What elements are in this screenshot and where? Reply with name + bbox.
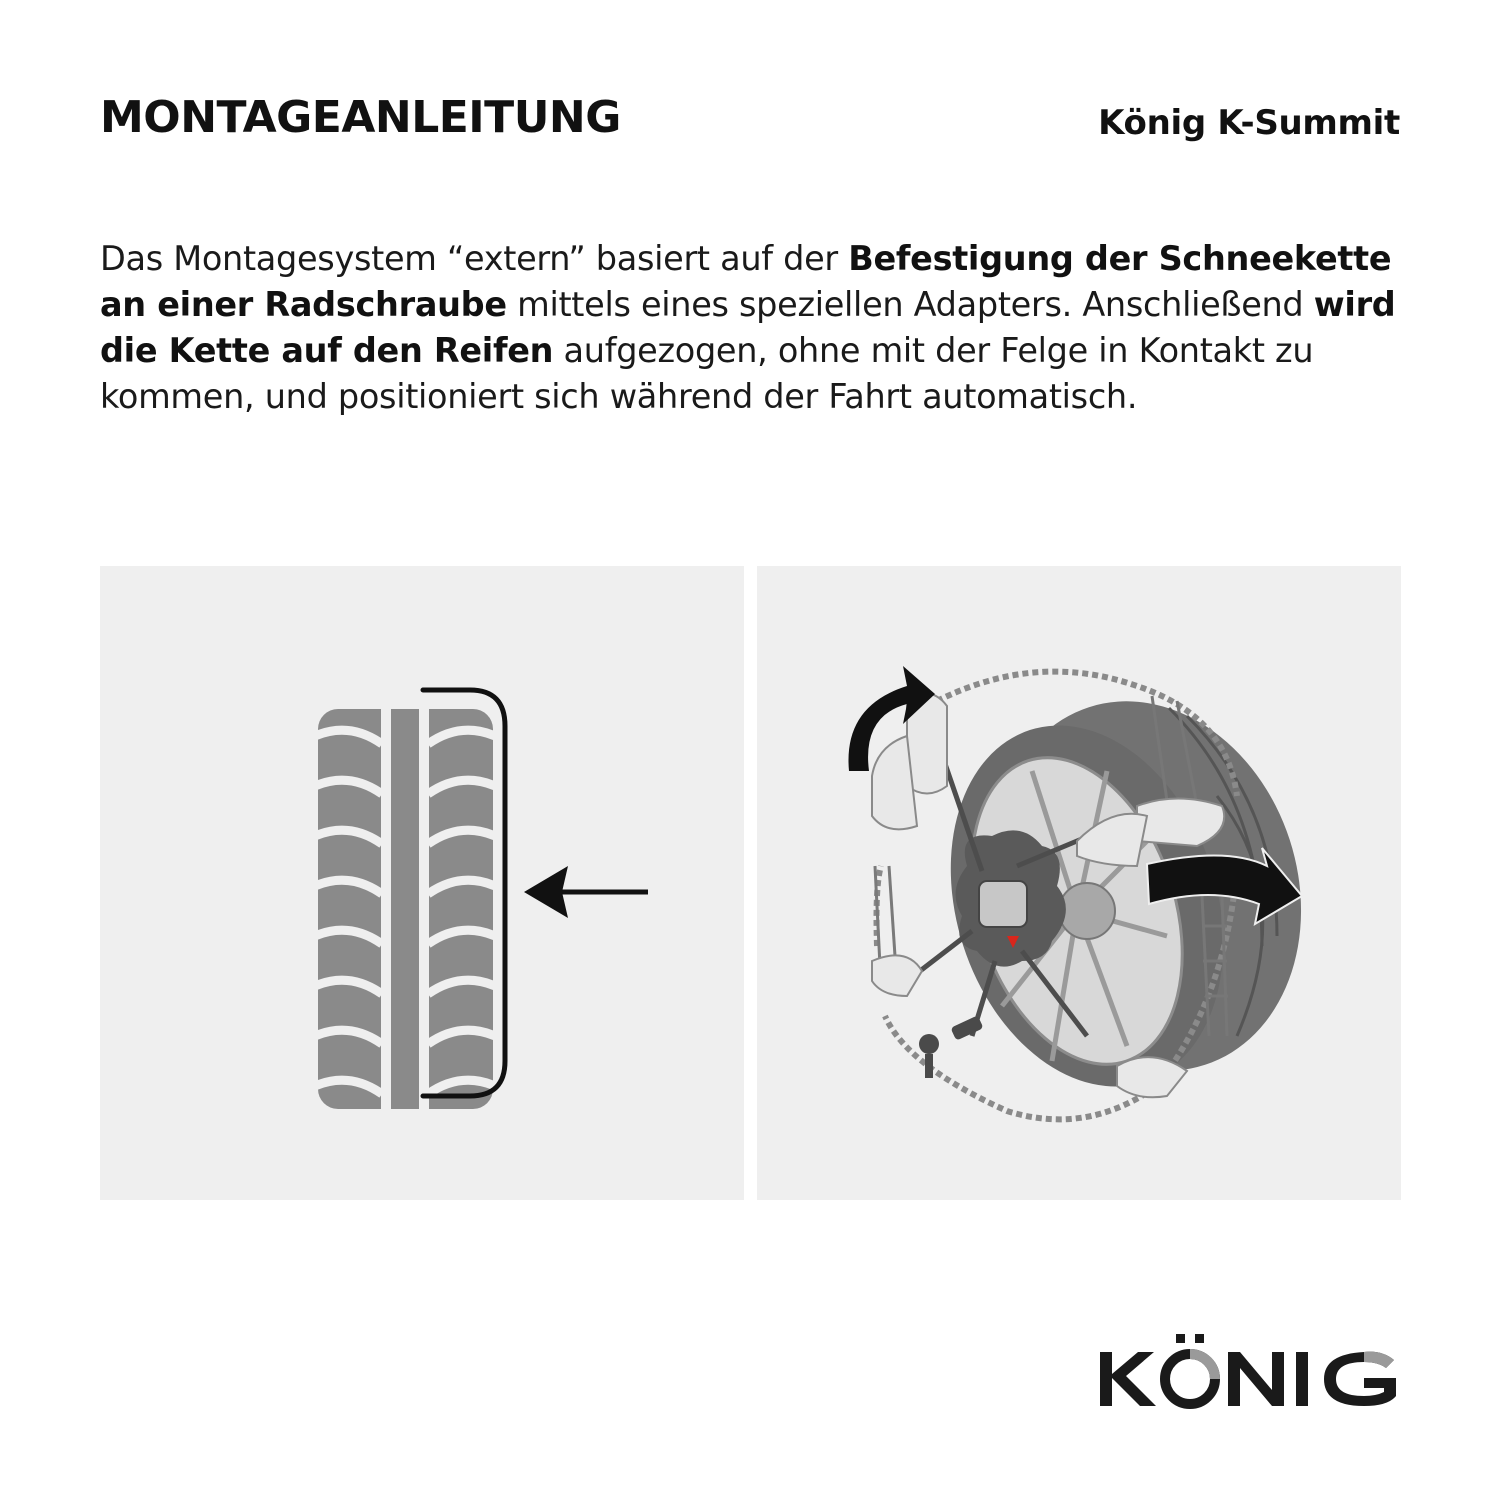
snow-chain-mounting-illustration xyxy=(757,566,1401,1200)
tire-tread-icon xyxy=(100,566,744,1200)
tire-figure-panel xyxy=(100,566,744,1200)
koenig-logo xyxy=(1098,1330,1400,1412)
page-title: MONTAGEANLEITUNG xyxy=(100,92,621,143)
intro-paragraph xyxy=(100,236,1420,420)
intro-bold-2: wird die Kette auf den Reifen xyxy=(100,285,1396,370)
intro-text-1: Das Montagesystem “extern” basiert auf der xyxy=(100,239,849,278)
product-name: König K-Summit xyxy=(1098,103,1400,143)
intro-bold-1: Befestigung der Schneekette an einer Radschraube xyxy=(100,239,1392,324)
intro-text-3: aufgezogen, ohne mit der Felge in Kontakt zu kommen, und positioniert sich während der Fahrt automatisch. xyxy=(100,331,1314,416)
chain-mounting-figure-panel xyxy=(757,566,1401,1200)
koenig-logo-mark xyxy=(1098,1330,1400,1412)
intro-text-2: mittels eines speziellen Adapters. Anschließend xyxy=(506,285,1314,324)
arrow-left-icon xyxy=(524,866,648,918)
